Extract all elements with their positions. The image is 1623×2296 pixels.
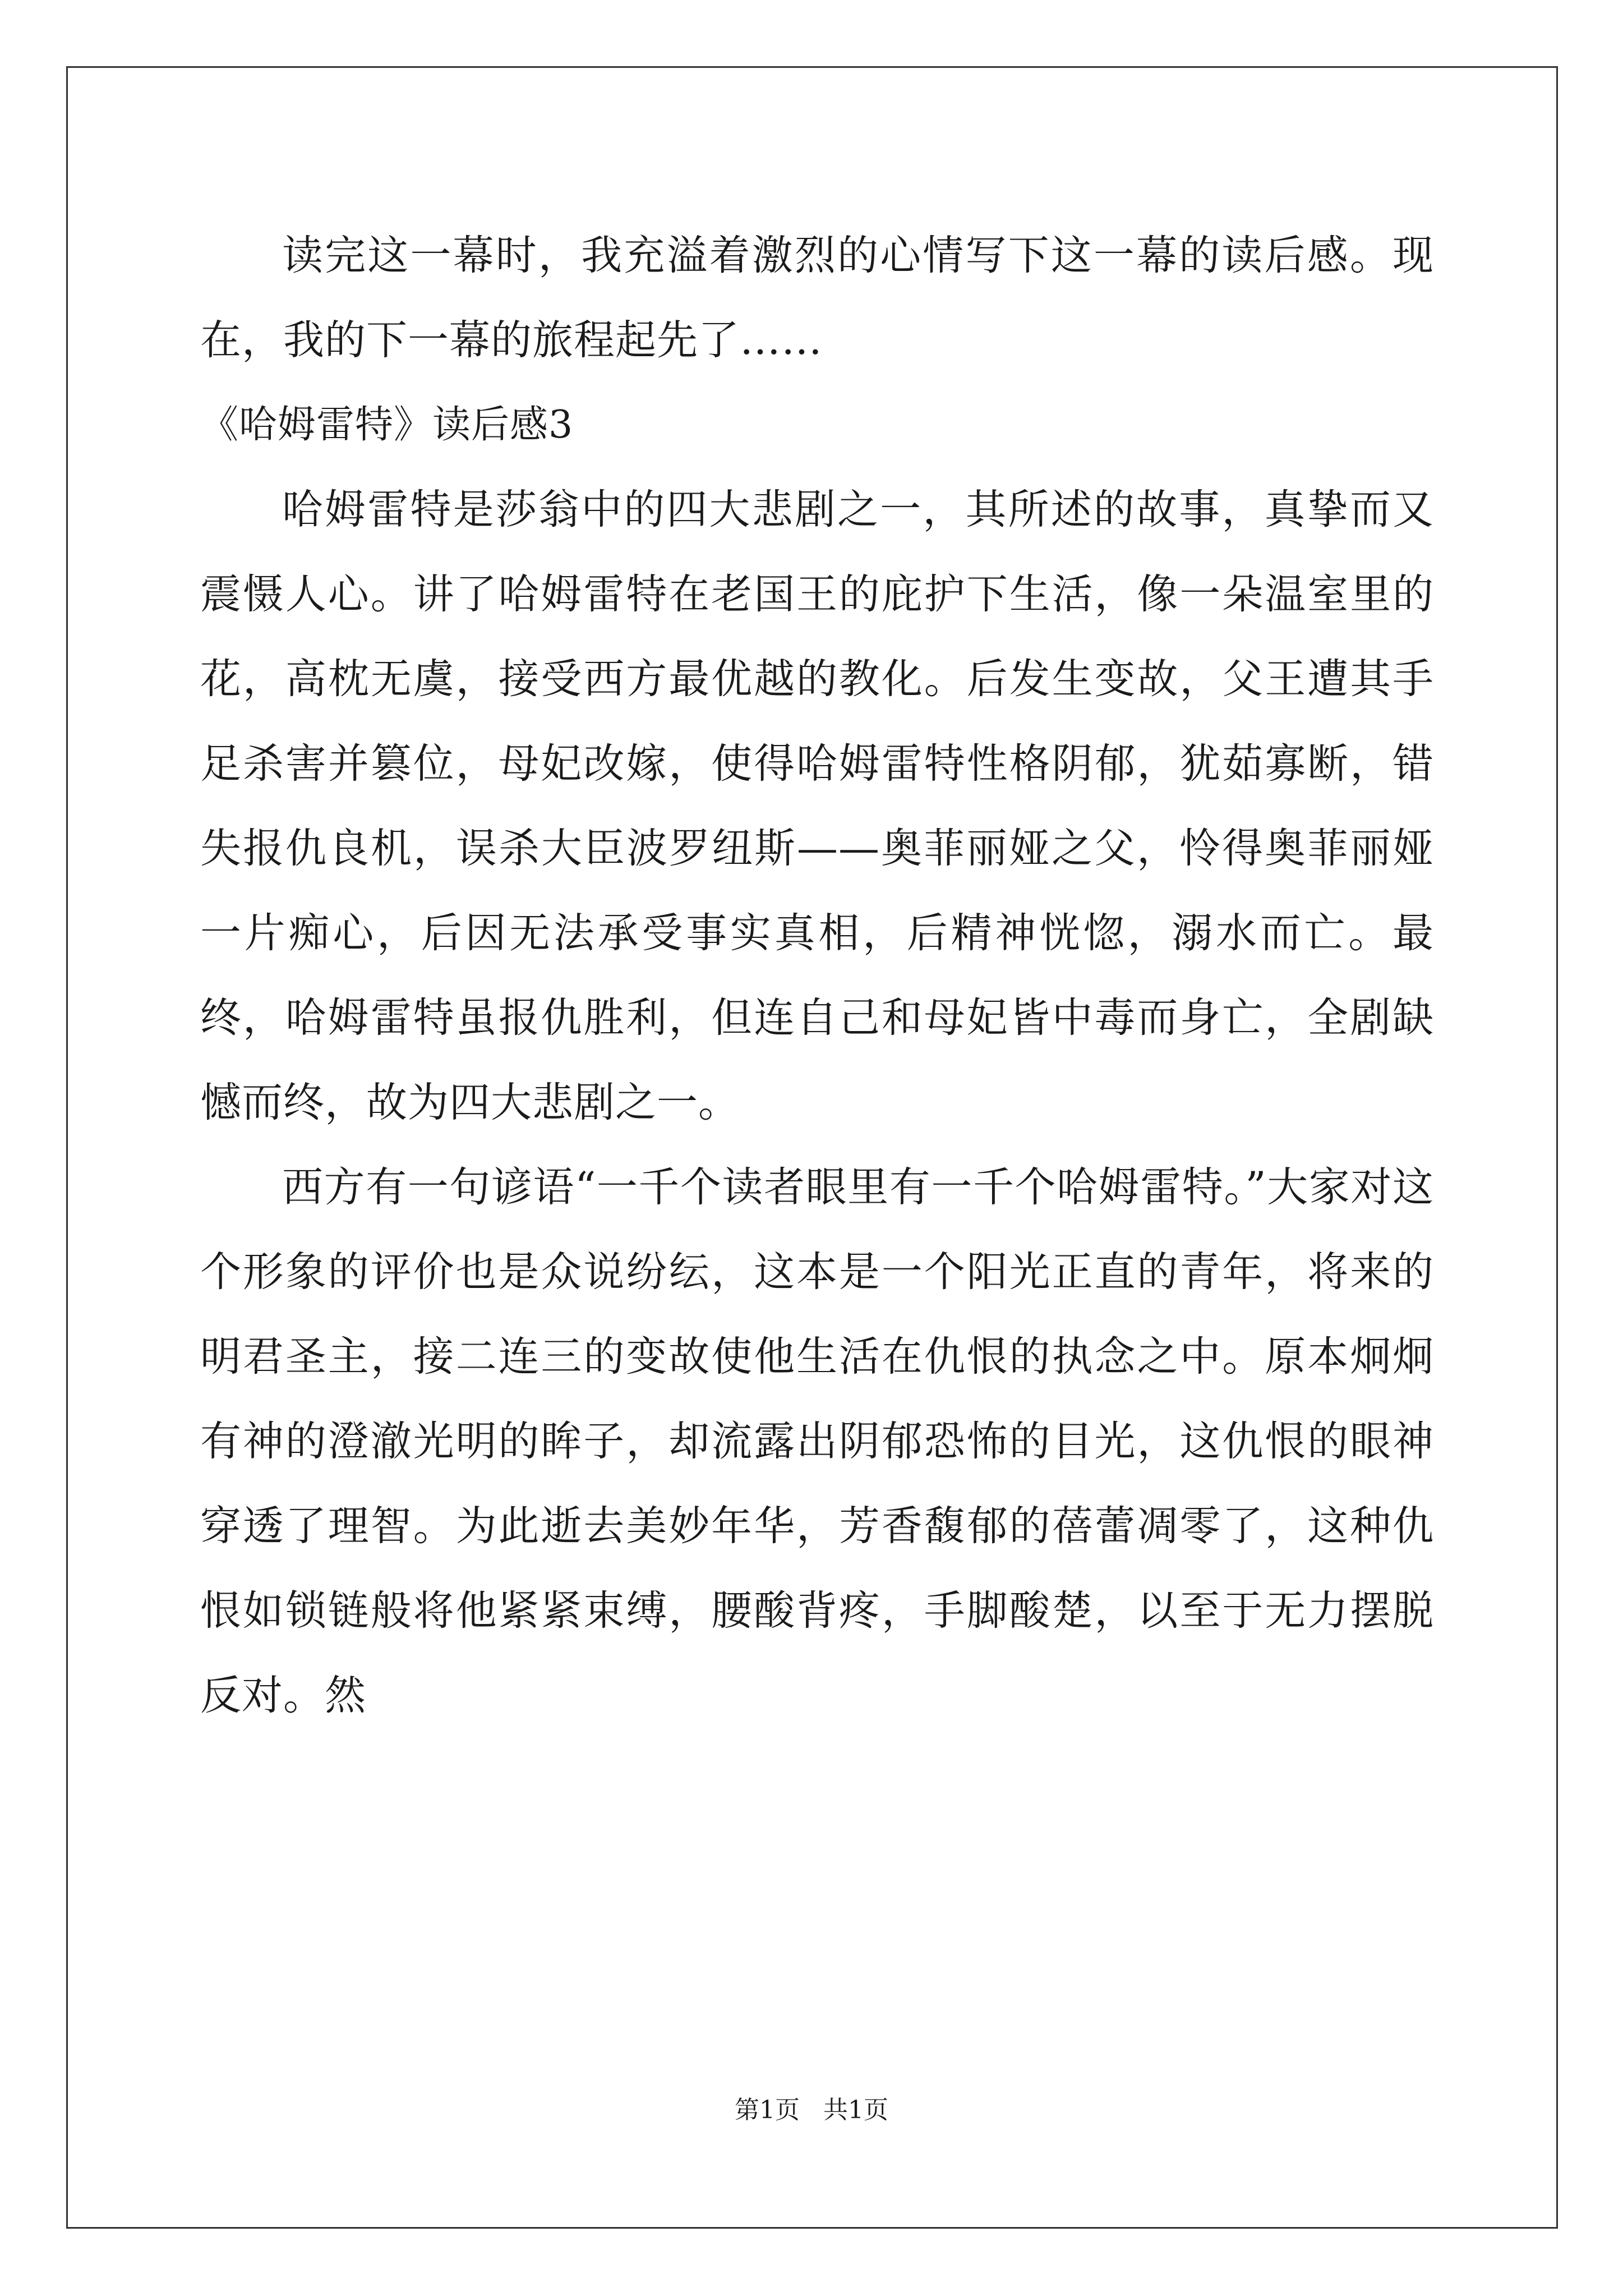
paragraph-2: 哈姆雷特是莎翁中的四大悲剧之一，其所述的故事，真挚而又震慑人心。讲了哈姆雷特在老国王的庇护下生活，像一朵温室里的花，高枕无虞，接受西方最优越的教化。后发生变故，父王遭其手足杀害并篡位，母妃改嫁，使得哈姆雷特性格阴郁，犹茹寡断，错失报仇良机，误杀大臣波罗纽斯——奥菲丽娅之父，怜得奥菲丽娅一片痴心，后因无法承受事实真相，后精神恍惚，溺水而亡。最终，哈姆雷特虽报仇胜利，但连自己和母妃皆中毒而身亡，全剧缺憾而终，故为四大悲剧之一。 (200, 486, 1434, 1126)
paragraph-3: 西方有一句谚语“一千个读者眼里有一千个哈姆雷特。”大家对这个形象的评价也是众说纷纭，这本是一个阳光正直的青年，将来的明君圣主，接二连三的变故使他生活在仇恨的执念之中。原本炯炯有神的澄澈光明的眸子，却流露出阴郁恐怖的目光，这仇恨的眼神穿透了理智。为此逝去美妙年华，芳香馥郁的蓓蕾凋零了，这种仇恨如锁链般将他紧紧束缚，腰酸背疼，手脚酸楚，以至于无力摆脱反对。然 (200, 1163, 1434, 1719)
paragraph-1: 读完这一幕时，我充溢着激烈的心情写下这一幕的读后感。现在，我的下一幕的旅程起先了…… (200, 232, 1434, 364)
section-heading: 《哈姆雷特》读后感3 (200, 403, 574, 447)
page-footer: 第1页 共1页 (735, 2096, 888, 2124)
document-body (200, 213, 1434, 1738)
